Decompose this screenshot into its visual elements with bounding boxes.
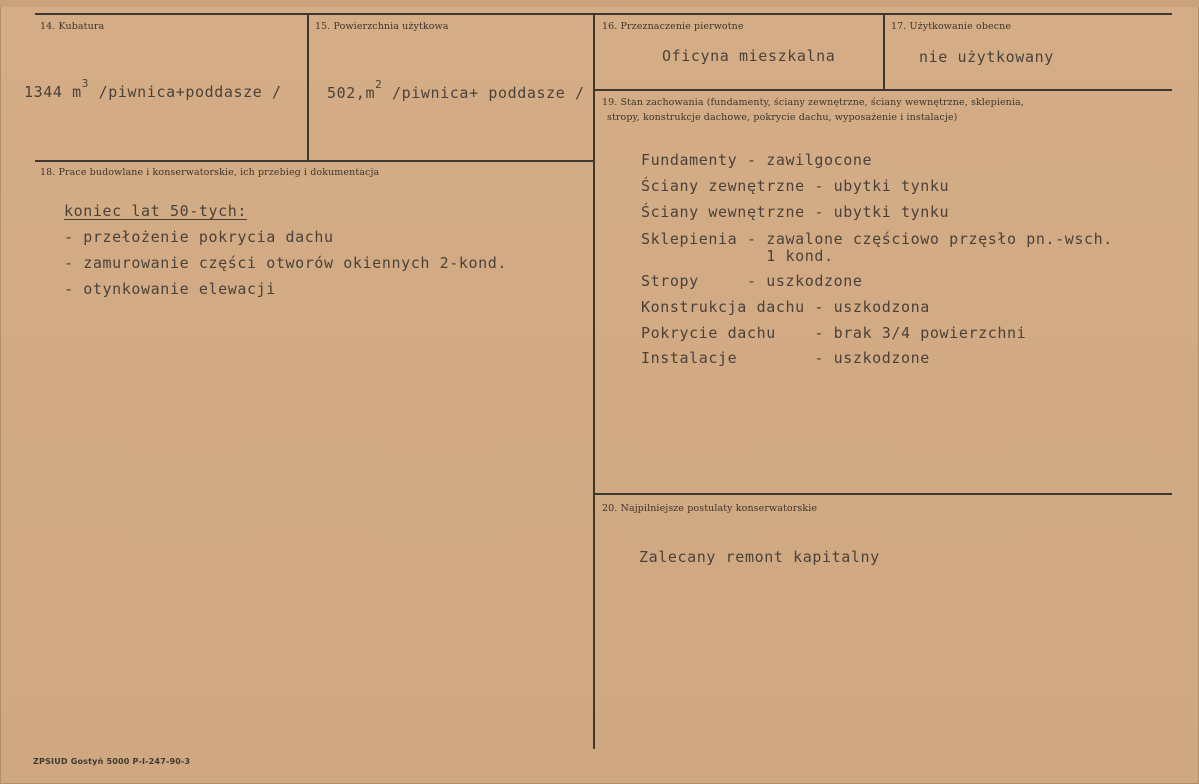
field-19-line: Stropy - uszkodzone — [641, 272, 863, 290]
rule-under-16-17 — [594, 89, 1172, 91]
field-18-label: 18. Prace budowlane i konserwatorskie, ich przebieg i dokumentacja — [40, 167, 380, 178]
field-18-item: - przełożenie pokrycia dachu — [64, 228, 334, 246]
divider-15-16 — [593, 14, 595, 749]
rule-under-14-15 — [35, 160, 594, 162]
field-15-label: 15. Powierzchnia użytkowa — [315, 21, 449, 32]
divider-16-17 — [883, 14, 885, 90]
field-19-line: 1 kond. — [641, 247, 834, 265]
field-18-item: - otynkowanie elewacji — [64, 280, 276, 298]
field-19-line: Fundamenty - zawilgocone — [641, 151, 873, 169]
card-top-edge — [0, 0, 1199, 7]
field-19-line: Instalacje - uszkodzone — [641, 349, 930, 367]
field-19-line: Pokrycie dachu - brak 3/4 powierzchni — [641, 324, 1027, 342]
field-19-label-line2: stropy, konstrukcje dachowe, pokrycie dachu, wyposażenie i instalacje) — [607, 112, 958, 123]
field-17-value: nie użytkowany — [919, 48, 1054, 66]
field-19-line: Konstrukcja dachu - uszkodzona — [641, 298, 930, 316]
field-19-line: Ściany wewnętrzne - ubytki tynku — [641, 203, 950, 221]
field-15-value: $502,m^2$ /piwnica+ poddasze / — [327, 78, 585, 102]
field-20-value: Zalecany remont kapitalny — [639, 548, 880, 566]
top-rule — [35, 13, 1172, 15]
field-19-line: Ściany zewnętrzne - ubytki tynku — [641, 177, 950, 195]
field-16-value: Oficyna mieszkalna — [662, 47, 836, 65]
field-14-value: 1344 $m^3$ /piwnica+poddasze / — [24, 77, 282, 101]
print-code-footer: ZPSIUD Gostyń 5000 P-I-247-90-3 — [33, 757, 191, 766]
field-16-label: 16. Przeznaczenie pierwotne — [602, 21, 744, 32]
field-20-label: 20. Najpilniejsze postulaty konserwatorskie — [602, 503, 818, 514]
field-17-label: 17. Użytkowanie obecne — [891, 21, 1012, 32]
field-19-label-line1: 19. Stan zachowania (fundamenty, ściany zewnętrzne, ściany wewnętrzne, sklepienia, — [602, 97, 1024, 108]
field-14-label: 14. Kubatura — [40, 21, 105, 32]
field-18-heading: koniec lat 50-tych: — [64, 202, 247, 220]
rule-under-19 — [594, 493, 1172, 495]
divider-14-15 — [307, 14, 309, 162]
field-18-item: - zamurowanie części otworów okiennych 2-kond. — [64, 254, 508, 272]
field-19-line: Sklepienia - zawalone częściowo przęsło pn.-wsch. — [641, 230, 1113, 248]
